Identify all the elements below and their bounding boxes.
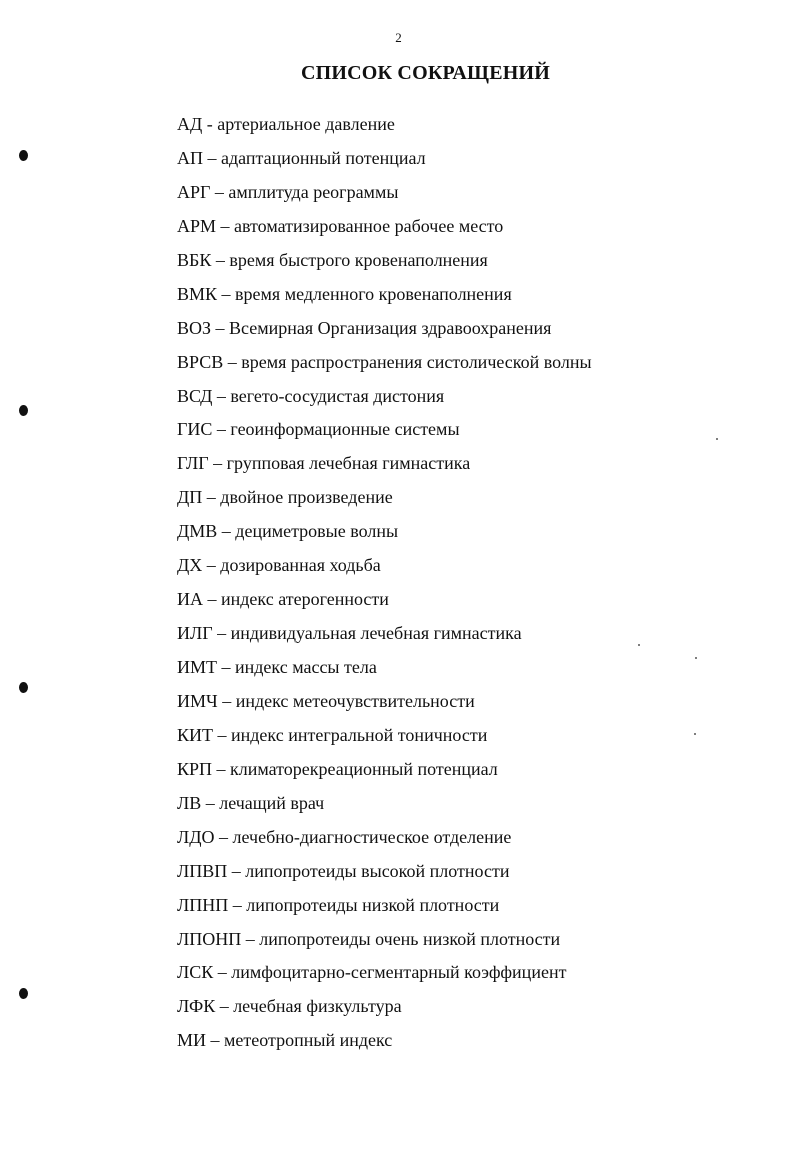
abbreviation-term: ИМТ (177, 657, 217, 677)
abbreviation-item (177, 450, 592, 484)
abbreviation-meaning: дециметровые волны (235, 521, 399, 542)
abbreviation-meaning: липопротеиды низкой плотности (246, 894, 500, 915)
abbreviation-term: ЛВ (177, 792, 202, 813)
abbreviation-meaning: индекс метеочувствительности (235, 690, 475, 711)
abbreviation-item (177, 688, 592, 722)
abbreviation-separator: - (202, 114, 218, 134)
abbreviation-item (177, 247, 592, 281)
abbreviation-term: ВРСВ (177, 351, 224, 372)
abbreviation-term: ВОЗ (177, 317, 212, 338)
abbreviation-item (177, 654, 592, 688)
abbreviation-term: ГЛГ (177, 453, 209, 474)
abbreviation-term: АД (177, 114, 203, 134)
abbreviation-separator: – (203, 589, 221, 610)
abbreviation-meaning: групповая лечебная гимнастика (226, 453, 471, 474)
abbreviation-separator: – (212, 623, 231, 644)
abbreviation-separator: – (217, 690, 236, 711)
scan-speck (716, 438, 718, 440)
abbreviation-meaning: время медленного кровенаполнения (235, 283, 512, 304)
abbreviation-meaning: амплитуда реограммы (228, 181, 399, 202)
abbreviation-term: ВБК (177, 249, 212, 270)
binding-hole-mark (19, 988, 28, 999)
abbreviation-term: АРГ (177, 181, 211, 202)
abbreviation-term: ГИС (177, 419, 213, 440)
abbreviation-separator: – (211, 317, 230, 338)
abbreviation-term: ЛСК (177, 962, 214, 983)
abbreviation-meaning: лечащий врач (219, 792, 325, 813)
abbreviation-separator: – (217, 657, 235, 677)
abbreviation-item (177, 111, 592, 145)
abbreviation-list (177, 111, 592, 1061)
abbreviation-term: ДМВ (177, 521, 218, 542)
abbreviation-item (177, 790, 592, 824)
abbreviation-item (177, 213, 592, 247)
abbreviation-term: ЛДО (177, 826, 215, 847)
abbreviation-term: ЛФК (177, 996, 216, 1017)
abbreviation-separator: – (217, 283, 236, 304)
page-title: СПИСОК СОКРАЩЕНИЙ (300, 62, 551, 84)
abbreviation-item (177, 620, 592, 654)
abbreviation-item (177, 586, 592, 620)
abbreviation-meaning: метеотропный индекс (224, 1030, 393, 1051)
abbreviation-separator: – (210, 181, 229, 202)
abbreviation-term: ИЛГ (177, 623, 213, 644)
abbreviation-item (177, 315, 592, 349)
abbreviation-separator: – (201, 792, 220, 813)
abbreviation-term: ЛПНП (177, 894, 229, 915)
abbreviation-meaning: вегето-сосудистая дистония (230, 385, 445, 406)
binding-hole-mark (19, 405, 28, 416)
binding-hole-mark (19, 682, 28, 693)
scan-speck (694, 733, 696, 735)
abbreviation-meaning: индекс массы тела (235, 657, 377, 677)
abbreviation-item (177, 756, 592, 790)
abbreviation-meaning: лечебно-диагностическое отделение (232, 826, 512, 847)
abbreviation-separator: – (212, 419, 231, 440)
abbreviation-term: КИТ (177, 724, 213, 745)
scan-speck (695, 657, 697, 659)
abbreviation-term: ЛПОНП (177, 928, 242, 949)
abbreviation-item (177, 722, 592, 756)
scan-speck (638, 644, 640, 646)
abbreviation-meaning: лечебная физкультура (233, 996, 402, 1017)
abbreviation-separator: – (212, 758, 231, 779)
abbreviation-term: ЛПВП (177, 860, 228, 881)
abbreviation-item (177, 1027, 592, 1061)
abbreviation-item (177, 926, 592, 960)
abbreviation-meaning: липопротеиды очень низкой плотности (259, 928, 561, 949)
abbreviation-meaning: артериальное давление (217, 114, 395, 134)
page-number: 2 (395, 30, 402, 45)
abbreviation-meaning: Всемирная Организация здравоохранения (229, 317, 552, 338)
abbreviation-meaning: дозированная ходьба (220, 555, 381, 576)
abbreviation-meaning: липопротеиды высокой плотности (245, 860, 510, 881)
abbreviation-item (177, 959, 592, 993)
abbreviation-separator: – (217, 521, 236, 542)
abbreviation-separator: – (213, 962, 232, 983)
abbreviation-item (177, 858, 592, 892)
abbreviation-meaning: двойное произведение (220, 487, 393, 508)
abbreviation-meaning: геоинформационные системы (230, 419, 460, 440)
abbreviation-separator: – (208, 453, 227, 474)
abbreviation-separator: – (211, 249, 230, 270)
abbreviation-term: ВСД (177, 385, 213, 406)
abbreviation-meaning: время быстрого кровенаполнения (229, 249, 488, 270)
abbreviation-meaning: индекс интегральной тоничности (231, 724, 488, 745)
abbreviation-item (177, 145, 592, 179)
abbreviation-meaning: лимфоцитарно-сегментарный коэффициент (231, 962, 567, 983)
abbreviation-meaning: климаторекреационный потенциал (230, 758, 498, 779)
abbreviation-item (177, 416, 592, 450)
abbreviation-separator: – (227, 860, 246, 881)
abbreviation-term: АРМ (177, 215, 217, 236)
abbreviation-meaning: время распространения систолической волны (241, 351, 592, 372)
abbreviation-term: КРП (177, 758, 213, 779)
abbreviation-separator: – (228, 894, 247, 915)
abbreviation-meaning: индивидуальная лечебная гимнастика (230, 623, 522, 644)
abbreviation-meaning: индекс атерогенности (221, 589, 389, 610)
abbreviation-separator: – (223, 351, 242, 372)
abbreviation-separator: – (212, 385, 231, 406)
abbreviation-item (177, 484, 592, 518)
abbreviation-item (177, 383, 592, 417)
abbreviation-meaning: адаптационный потенциал (221, 147, 426, 168)
abbreviation-separator: – (214, 826, 233, 847)
abbreviation-separator: – (202, 487, 221, 508)
abbreviation-term: ИА (177, 589, 203, 610)
abbreviation-separator: – (202, 555, 221, 576)
abbreviation-separator: – (213, 724, 231, 745)
abbreviation-separator: – (241, 928, 260, 949)
abbreviation-item (177, 518, 592, 552)
abbreviation-term: МИ (177, 1030, 207, 1051)
abbreviation-term: ВМК (177, 283, 218, 304)
abbreviation-item (177, 892, 592, 926)
abbreviation-separator: – (215, 996, 234, 1017)
abbreviation-item (177, 824, 592, 858)
abbreviation-separator: – (216, 215, 235, 236)
abbreviation-separator: – (206, 1030, 225, 1051)
abbreviation-item (177, 281, 592, 315)
abbreviation-item (177, 993, 592, 1027)
abbreviation-item (177, 349, 592, 383)
abbreviation-term: ДХ (177, 555, 203, 576)
abbreviation-meaning: автоматизированное рабочее место (234, 215, 504, 236)
abbreviation-item (177, 179, 592, 213)
abbreviation-separator: – (203, 147, 221, 168)
abbreviation-term: ДП (177, 487, 203, 508)
abbreviation-term: АП (177, 147, 203, 168)
abbreviation-item (177, 552, 592, 586)
abbreviation-term: ИМЧ (177, 690, 218, 711)
binding-hole-mark (19, 150, 28, 161)
